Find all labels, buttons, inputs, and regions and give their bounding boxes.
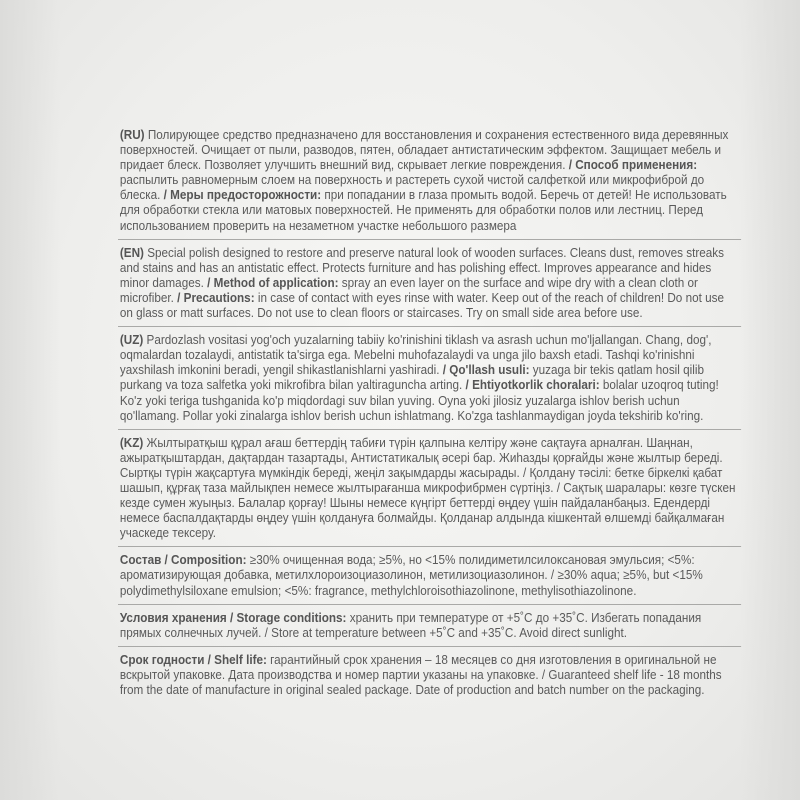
uz-method-label: / Qo'llash usuli:: [442, 363, 530, 378]
lang-tag-kz: (KZ): [119, 435, 144, 450]
ru-precautions-text: при попадании в глаза промыть водой. Беречь от детей! Не использовать для обработки стекла или матовых поверхностей. Не применять для обработки полов или лестниц. Перед использованием проверить на незаметном участке небольшого размера: [119, 188, 727, 233]
en-method-text: spray an even layer on the surface and wipe dry with a clean cloth or microfiber.: [119, 275, 698, 305]
storage-label: Условия хранения / Storage conditions:: [119, 610, 347, 625]
paragraph-kz: [120, 436, 739, 542]
uz-method-text: yuzaga bir tekis qatlam hosil qilib purkang va toza salfetka yoki mikrofibra bilan yaltiraguncha arting.: [119, 363, 704, 393]
section-ru: [118, 118, 741, 240]
ru-precautions-label: / Меры предосторожности:: [163, 188, 322, 203]
en-description: Special polish designed to restore and preserve natural look of wooden surfaces. Cleans dust, removes streaks and stains and has an antistatic effect. Protects furniture and has polishing effect. Improves appearance and hides minor damages.: [119, 245, 725, 290]
en-precautions-label: / Precautions:: [177, 290, 255, 305]
section-storage: [118, 605, 741, 647]
paragraph-en: [120, 246, 739, 321]
paragraph-storage: [120, 611, 739, 641]
lang-tag-uz: (UZ): [119, 333, 144, 348]
en-precautions-text: in case of contact with eyes rinse with water. Keep out of the reach of children! Do not use on glass or matt surfaces. Do not use to clean floors or staircases. Try on small side area before use.: [119, 290, 724, 321]
section-composition: [118, 547, 741, 604]
kz-text: Жылтыратқыш құрал ағаш беттердің табиғи түрін қалпына келтіру және сақтауға арналған. Шаңнан, ажыратқыштардан, дақтардан тазартады, Антистатикалық әсері бар. Жиһазды қорғайды және жылтыр береді. Сыртқы түрін жақсартуға мүмкіндік береді, жеңіл зақымдарды жасырады. / Қолдану тәсілі: бетке біркелкі қабат шашып, құрғақ таза майлықпен немесе жылтырағанша микрофибрмен сүртіңіз. / Сақтық шаралары: көзге түскен кезде сумен жуыңыз. Балалар қорғау! Шыны немесе күңгірт беттерді өңдеу үшін пайдаланбаңыз. Едендерді немесе баспалдақтарды өңдеу үшін қолдануға болмайды. Қолданар алдында кішкентай өлшемді байқалмаған учаскеде тексеру.: [119, 435, 736, 541]
composition-text: ≥30% очищенная вода; ≥5%, но <15% полидиметилсилоксановая эмульсия; <5%: ароматизирующая добавка, метилхлороизоциазолинон, метилизоциазолинон. / ≥30% aqua; ≥5%, but <15% polydimethylsiloxane emulsion; <5%: fragrance, methylchloroisothiazolinone, methylisothiazolinone.: [119, 553, 703, 598]
section-kz: [118, 430, 741, 548]
section-shelf-life: [118, 647, 741, 703]
ru-description: Полирующее средство предназначено для восстановления и сохранения естественного вида деревянных поверхностей. Очищает от пыли, разводов, пятен, обладает антистатическим эффектом. Защищает мебель и придает блеск. Позволяет улучшить внешний вид, скрывает легкие повреждения.: [119, 128, 729, 173]
uz-precautions-text: bolalar uzoqroq tuting! Ko'z yoki teriga tushganida ko'p miqdordagi suv bilan yuving. Oyna yoki jilosiz yuzalarga ishlov berish uchun qo'llamang. Pollar yoki zinalarga ishlov berish uchun ishlatmang. Ko'zga tashlanmaydigan joyda tekshirib ko'ring.: [119, 378, 719, 423]
paragraph-uz: [120, 333, 739, 424]
right-edge-shadow: [740, 0, 800, 800]
label-text: [118, 118, 741, 703]
paragraph-ru: [120, 128, 739, 234]
uz-precautions-label: / Ehtiyotkorlik choralari:: [465, 378, 600, 393]
lang-tag-ru: (RU): [119, 128, 145, 142]
shelf-life-label: Срок годности / Shelf life:: [119, 652, 267, 667]
section-en: [118, 240, 741, 327]
shelf-life-text: гарантийный срок хранения – 18 месяцев со дня изготовления в оригинальной не вскрытой упаковке. Дата производства и номер партии указаны на упаковке. / Guaranteed shelf life - 18 months from the date of manufacture in original sealed package. Date of production and batch number on the packaging.: [119, 652, 722, 697]
lang-tag-en: (EN): [119, 245, 144, 260]
paragraph-shelf-life: [120, 653, 739, 698]
en-method-label: / Method of application:: [207, 275, 339, 290]
section-uz: [118, 327, 741, 430]
left-edge-shadow: [0, 0, 60, 800]
ru-method-label: / Способ применения:: [568, 158, 698, 173]
composition-label: Состав / Composition:: [119, 553, 247, 568]
paragraph-composition: [120, 553, 739, 598]
ru-method-text: распылить равномерным слоем на поверхность и растереть сухой чистой салфеткой или микрофиброй до блеска.: [119, 173, 705, 203]
uz-description: Pardozlash vositasi yog'och yuzalarning tabiiy ko'rinishini tiklash va asrash uchun mo'ljallangan. Chang, dog', oqmalardan tozalaydi, antistatik ta'sirga ega. Mebelni muhofazalaydi va unga jilo baxsh etadi. Tashqi ko'rinishni yaxshilash imkonini beradi, yengil shikastlanishlarni yashiradi.: [119, 333, 712, 378]
storage-text: хранить при температуре от +5˚С до +35˚С. Избегать попадания прямых солнечных лучей. / Store at temperature between +5˚C and +35˚C. Avoid direct sunlight.: [119, 610, 702, 640]
